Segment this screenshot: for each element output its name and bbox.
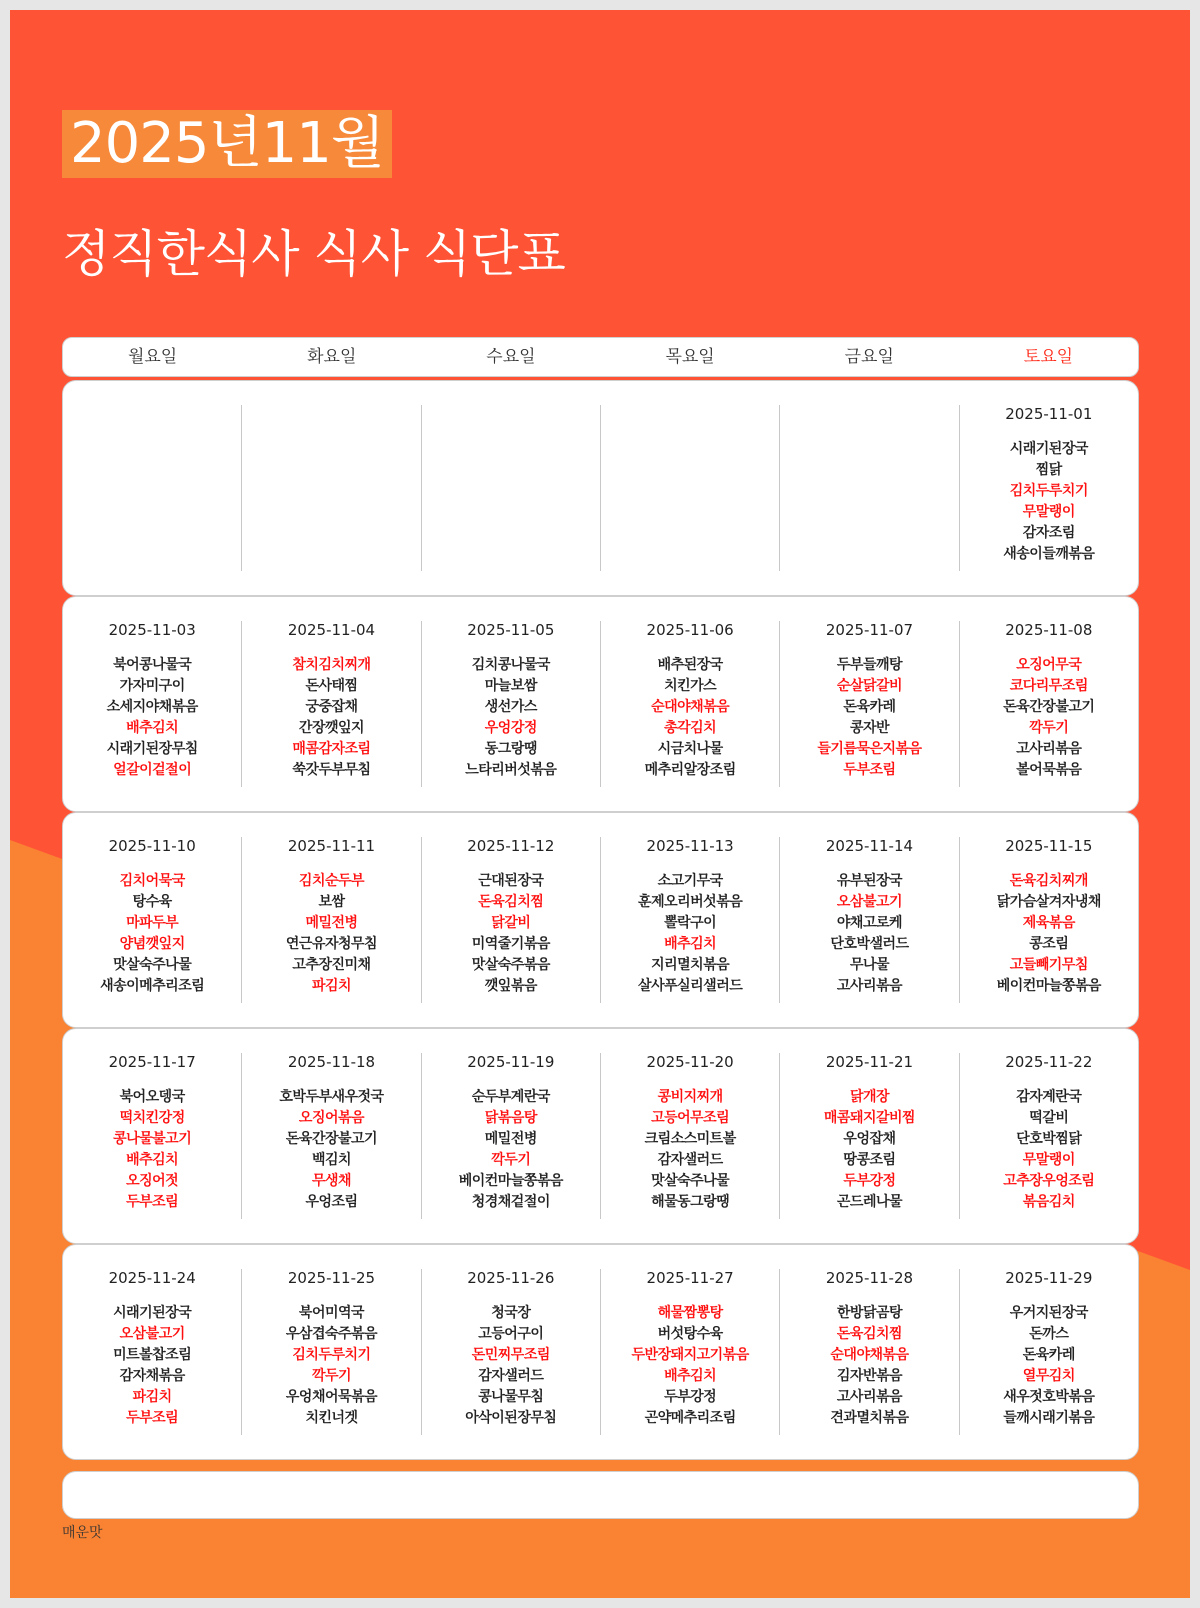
day-date: 2025-11-11 xyxy=(287,837,376,855)
menu-item-spicy: 코다리무조림 xyxy=(1009,678,1088,694)
menu-item-spicy: 얼갈이겉절이 xyxy=(113,762,192,778)
menu-item: 크림소스미트볼 xyxy=(644,1131,736,1147)
menu-item: 고사리볶음 xyxy=(1016,741,1082,757)
menu-item: 한방닭곰탕 xyxy=(836,1305,903,1321)
day-date: 2025-11-22 xyxy=(1005,1053,1093,1071)
menu-item: 닭가슴살겨자냉채 xyxy=(996,894,1101,910)
weekday-tue: 화요일 xyxy=(307,347,357,367)
menu-item: 돈까스 xyxy=(1029,1326,1069,1342)
menu-item: 고등어구이 xyxy=(478,1326,544,1342)
day-cell xyxy=(960,837,1138,1003)
day-cell xyxy=(601,1053,780,1219)
menu-item-spicy: 깍두기 xyxy=(311,1368,352,1384)
menu-page xyxy=(10,10,1190,1598)
day-date: 2025-11-25 xyxy=(287,1269,376,1287)
menu-item: 궁중잡채 xyxy=(305,699,358,715)
week-row xyxy=(62,812,1139,1028)
menu-item-spicy: 들기름묵은지볶음 xyxy=(817,741,922,757)
menu-item-spicy: 오징어젓 xyxy=(126,1173,179,1189)
menu-item: 콩자반 xyxy=(849,720,890,736)
month-title: 2025년11월 xyxy=(62,110,392,178)
menu-item-spicy: 두반장돼지고기볶음 xyxy=(631,1347,749,1363)
day-date: 2025-11-07 xyxy=(825,621,914,639)
menu-item-spicy: 떡치킨강정 xyxy=(119,1110,185,1126)
day-cell xyxy=(780,1269,959,1435)
menu-item-spicy: 우엉강정 xyxy=(484,720,537,736)
menu-item-spicy: 양념깻잎지 xyxy=(119,936,185,952)
menu-item: 시래기된장무침 xyxy=(106,741,198,757)
page-title: 정직한식사 식사 식단표 xyxy=(62,225,565,283)
menu-item: 탕수육 xyxy=(132,894,172,910)
menu-item: 맛살숙주나물 xyxy=(113,957,192,973)
menu-item: 보쌈 xyxy=(318,894,345,910)
day-cell xyxy=(242,1053,421,1219)
menu-item-spicy: 순대야채볶음 xyxy=(651,699,730,715)
menu-item-spicy: 파김치 xyxy=(311,978,352,994)
menu-item-spicy: 고들빼기무침 xyxy=(1009,957,1088,973)
menu-item-spicy: 파김치 xyxy=(132,1389,172,1405)
menu-item: 소고기무국 xyxy=(657,873,723,889)
menu-item-spicy: 참치김치찌개 xyxy=(292,657,371,673)
menu-item-spicy: 두부조림 xyxy=(843,762,896,778)
week-row xyxy=(62,596,1139,812)
menu-item-spicy: 배추김치 xyxy=(126,1152,179,1168)
menu-item: 감자조림 xyxy=(1022,525,1075,541)
menu-item: 연근유자청무침 xyxy=(285,936,378,952)
menu-item: 콩조림 xyxy=(1029,936,1069,952)
menu-item: 우거지된장국 xyxy=(1009,1305,1088,1321)
menu-item-spicy: 총각김치 xyxy=(664,720,717,736)
day-cell xyxy=(242,405,421,571)
menu-item: 곤드레나물 xyxy=(836,1194,903,1210)
menu-item: 돈육카레 xyxy=(843,699,896,715)
menu-item-spicy: 돈육김치찜 xyxy=(836,1326,903,1342)
menu-item: 북어오뎅국 xyxy=(119,1089,185,1105)
menu-item: 시래기된장국 xyxy=(113,1305,192,1321)
menu-item: 우삼겹숙주볶음 xyxy=(285,1326,378,1342)
menu-item: 치킨너겟 xyxy=(305,1410,358,1426)
menu-item: 고사리볶음 xyxy=(836,978,903,994)
weekday-fri: 금요일 xyxy=(844,347,894,367)
menu-item-spicy: 열무김치 xyxy=(1022,1368,1075,1384)
day-cell xyxy=(601,1269,780,1435)
weekday-header xyxy=(62,337,1139,377)
menu-item-spicy: 오징어볶음 xyxy=(298,1110,365,1126)
menu-item-spicy: 두부강정 xyxy=(843,1173,896,1189)
menu-item: 떡갈비 xyxy=(1029,1110,1069,1126)
day-cell xyxy=(780,405,959,571)
menu-item: 유부된장국 xyxy=(836,873,903,889)
menu-item-spicy: 두부조림 xyxy=(126,1410,179,1426)
menu-item: 고추장진미채 xyxy=(292,957,371,973)
week-row xyxy=(62,1028,1139,1244)
menu-item: 쑥갓두부무침 xyxy=(292,762,371,778)
day-date: 2025-11-20 xyxy=(646,1053,734,1071)
menu-item: 베이컨마늘쫑볶음 xyxy=(458,1173,563,1189)
day-cell xyxy=(63,837,242,1003)
menu-item-spicy: 고등어무조림 xyxy=(651,1110,730,1126)
menu-item: 근대된장국 xyxy=(478,873,544,889)
menu-item-spicy: 닭볶음탕 xyxy=(484,1110,537,1126)
menu-item-spicy: 김치두루치기 xyxy=(1009,483,1088,499)
menu-item-spicy: 오징어무국 xyxy=(1016,657,1082,673)
menu-item: 동그랑땡 xyxy=(484,741,537,757)
menu-item-spicy: 배추김치 xyxy=(664,1368,717,1384)
day-date: 2025-11-17 xyxy=(108,1053,196,1071)
menu-item: 생선가스 xyxy=(484,699,537,715)
menu-item-spicy: 깍두기 xyxy=(491,1152,531,1168)
week-row xyxy=(62,1244,1139,1460)
day-date: 2025-11-28 xyxy=(825,1269,914,1287)
day-cell xyxy=(960,1269,1138,1435)
menu-item: 해물동그랑땡 xyxy=(651,1194,730,1210)
menu-item-spicy: 김치어묵국 xyxy=(119,873,185,889)
menu-item: 뽈락구이 xyxy=(664,915,717,931)
menu-item-spicy: 배추김치 xyxy=(126,720,179,736)
day-date: 2025-11-29 xyxy=(1005,1269,1093,1287)
day-date: 2025-11-13 xyxy=(646,837,734,855)
menu-item: 백김치 xyxy=(311,1152,352,1168)
menu-item: 감자계란국 xyxy=(1016,1089,1082,1105)
day-cell xyxy=(63,621,242,787)
day-cell xyxy=(780,837,959,1003)
day-cell xyxy=(422,405,601,571)
menu-item: 감자샐러드 xyxy=(657,1152,723,1168)
menu-item-spicy: 마파두부 xyxy=(126,915,179,931)
menu-item: 맛살숙주나물 xyxy=(651,1173,730,1189)
day-cell xyxy=(242,1269,421,1435)
menu-item-spicy: 돈민찌무조림 xyxy=(471,1347,550,1363)
menu-item: 북어미역국 xyxy=(298,1305,365,1321)
menu-item-spicy: 돈육김치찜 xyxy=(478,894,544,910)
day-cell xyxy=(601,405,780,571)
menu-item: 단호박샐러드 xyxy=(830,936,909,952)
day-date: 2025-11-10 xyxy=(108,837,196,855)
menu-item-spicy: 매콤감자조림 xyxy=(292,741,371,757)
day-date: 2025-11-21 xyxy=(825,1053,914,1071)
menu-item-spicy: 콩비지찌개 xyxy=(657,1089,723,1105)
day-date: 2025-11-27 xyxy=(646,1269,734,1287)
menu-item: 두부강정 xyxy=(664,1389,717,1405)
menu-item-spicy: 무말랭이 xyxy=(1022,1152,1075,1168)
day-date: 2025-11-03 xyxy=(108,621,196,639)
menu-item: 맛살숙주볶음 xyxy=(471,957,550,973)
menu-item: 베이컨마늘쫑볶음 xyxy=(996,978,1101,994)
menu-item: 새송이메추리조림 xyxy=(100,978,205,994)
menu-item: 감자채볶음 xyxy=(119,1368,185,1384)
day-date: 2025-11-06 xyxy=(646,621,734,639)
menu-item: 메밀전병 xyxy=(484,1131,537,1147)
menu-item: 메추리알장조림 xyxy=(644,762,736,778)
week-row xyxy=(62,380,1139,596)
menu-item: 우엉조림 xyxy=(305,1194,358,1210)
menu-item: 고사리볶음 xyxy=(836,1389,903,1405)
weekday-wed: 수요일 xyxy=(486,347,536,367)
menu-item: 청경채겉절이 xyxy=(471,1194,550,1210)
day-cell xyxy=(780,621,959,787)
menu-item-spicy: 무생채 xyxy=(311,1173,352,1189)
day-cell xyxy=(63,1053,242,1219)
menu-item: 호박두부새우젓국 xyxy=(279,1089,384,1105)
menu-item-spicy: 배추김치 xyxy=(664,936,717,952)
menu-item: 감자샐러드 xyxy=(478,1368,544,1384)
menu-item: 배추된장국 xyxy=(657,657,723,673)
menu-item: 곤약메추리조림 xyxy=(644,1410,736,1426)
menu-item: 우엉채어묵볶음 xyxy=(285,1389,378,1405)
menu-item: 찜닭 xyxy=(1035,462,1062,478)
menu-item: 견과멸치볶음 xyxy=(830,1410,909,1426)
menu-item: 순두부계란국 xyxy=(471,1089,550,1105)
day-date: 2025-11-18 xyxy=(287,1053,376,1071)
menu-item-spicy: 제육볶음 xyxy=(1022,915,1075,931)
menu-item: 들깨시래기볶음 xyxy=(1003,1410,1095,1426)
menu-item: 새우젓호박볶음 xyxy=(1003,1389,1095,1405)
day-cell xyxy=(422,837,601,1003)
menu-item: 깻잎볶음 xyxy=(484,978,537,994)
day-date: 2025-11-01 xyxy=(1005,405,1093,423)
menu-item: 무나물 xyxy=(849,957,890,973)
weekday-mon: 월요일 xyxy=(127,347,178,367)
day-date: 2025-11-19 xyxy=(467,1053,555,1071)
menu-item: 가자미구이 xyxy=(119,678,185,694)
menu-item: 두부들깨탕 xyxy=(836,657,903,673)
menu-item-spicy: 고추장우엉조림 xyxy=(1003,1173,1095,1189)
day-date: 2025-11-04 xyxy=(287,621,376,639)
day-cell xyxy=(422,1053,601,1219)
menu-item: 단호박찜닭 xyxy=(1016,1131,1082,1147)
day-date: 2025-11-26 xyxy=(467,1269,555,1287)
menu-item: 콩나물무침 xyxy=(478,1389,544,1405)
menu-item-spicy: 깍두기 xyxy=(1029,720,1069,736)
menu-item: 간장깻잎지 xyxy=(298,720,365,736)
menu-item: 치킨가스 xyxy=(664,678,717,694)
menu-item: 지리멸치볶음 xyxy=(651,957,730,973)
menu-item: 아삭이된장무침 xyxy=(465,1410,557,1426)
menu-item-spicy: 두부조림 xyxy=(126,1194,179,1210)
day-cell xyxy=(63,405,242,571)
day-cell xyxy=(960,621,1138,787)
menu-item-spicy: 닭갈비 xyxy=(491,915,531,931)
day-cell xyxy=(780,1053,959,1219)
menu-item: 우엉잡채 xyxy=(843,1131,896,1147)
weekday-thu: 목요일 xyxy=(665,347,715,367)
menu-item-spicy: 콩나물불고기 xyxy=(113,1131,192,1147)
menu-item: 마늘보쌈 xyxy=(484,678,537,694)
menu-item: 돈육간장불고기 xyxy=(285,1131,378,1147)
menu-item-spicy: 오삼불고기 xyxy=(119,1326,185,1342)
day-cell xyxy=(242,621,421,787)
menu-item-spicy: 오삼불고기 xyxy=(836,894,903,910)
day-cell xyxy=(960,405,1138,571)
menu-item-spicy: 볶음김치 xyxy=(1022,1194,1075,1210)
menu-item: 야채고로케 xyxy=(836,915,903,931)
menu-item: 살사푸실리샐러드 xyxy=(638,978,743,994)
day-cell xyxy=(601,621,780,787)
menu-item: 청국장 xyxy=(491,1305,531,1321)
menu-item-spicy: 매콤돼지갈비찜 xyxy=(823,1110,916,1126)
weekday-sat: 토요일 xyxy=(1023,347,1074,367)
day-date: 2025-11-12 xyxy=(467,837,555,855)
menu-item: 돈육간장불고기 xyxy=(1003,699,1095,715)
menu-item-spicy: 무말랭이 xyxy=(1022,504,1075,520)
day-cell xyxy=(422,1269,601,1435)
menu-item-spicy: 메밀전병 xyxy=(305,915,358,931)
day-date: 2025-11-14 xyxy=(825,837,914,855)
menu-item: 땅콩조림 xyxy=(843,1152,896,1168)
menu-item: 북어콩나물국 xyxy=(113,657,192,673)
menu-item: 김자반볶음 xyxy=(836,1368,903,1384)
menu-item: 버섯탕수육 xyxy=(657,1326,723,1342)
day-date: 2025-11-15 xyxy=(1005,837,1093,855)
menu-item: 돈육카레 xyxy=(1022,1347,1075,1363)
menu-item-spicy: 돈육김치찌개 xyxy=(1009,873,1088,889)
menu-item-spicy: 닭개장 xyxy=(849,1089,890,1105)
footer-box xyxy=(62,1471,1139,1519)
menu-item: 시래기된장국 xyxy=(1009,441,1088,457)
menu-item: 시금치나물 xyxy=(657,741,723,757)
day-cell xyxy=(63,1269,242,1435)
day-date: 2025-11-05 xyxy=(467,621,555,639)
day-date: 2025-11-08 xyxy=(1005,621,1093,639)
menu-item-spicy: 김치순두부 xyxy=(298,873,365,889)
day-cell xyxy=(601,837,780,1003)
menu-item: 미트볼찹조림 xyxy=(113,1347,192,1363)
menu-item: 김치콩나물국 xyxy=(471,657,550,673)
menu-item: 소세지야채볶음 xyxy=(106,699,198,715)
day-date: 2025-11-24 xyxy=(108,1269,196,1287)
menu-item: 돈사태찜 xyxy=(305,678,358,694)
day-cell xyxy=(960,1053,1138,1219)
menu-item: 미역줄기볶음 xyxy=(471,936,550,952)
menu-item: 새송이들깨볶음 xyxy=(1003,546,1095,562)
menu-item-spicy: 순살닭갈비 xyxy=(836,678,903,694)
menu-item: 느타리버섯볶음 xyxy=(465,762,557,778)
spicy-legend: 매운맛 xyxy=(62,1525,103,1541)
menu-item: 볼어묵볶음 xyxy=(1016,762,1082,778)
menu-item-spicy: 해물짬뽕탕 xyxy=(657,1305,723,1321)
day-cell xyxy=(422,621,601,787)
menu-item-spicy: 순대야채볶음 xyxy=(830,1347,909,1363)
menu-item: 훈제오리버섯볶음 xyxy=(638,894,743,910)
menu-item-spicy: 김치두루치기 xyxy=(292,1347,371,1363)
day-cell xyxy=(242,837,421,1003)
